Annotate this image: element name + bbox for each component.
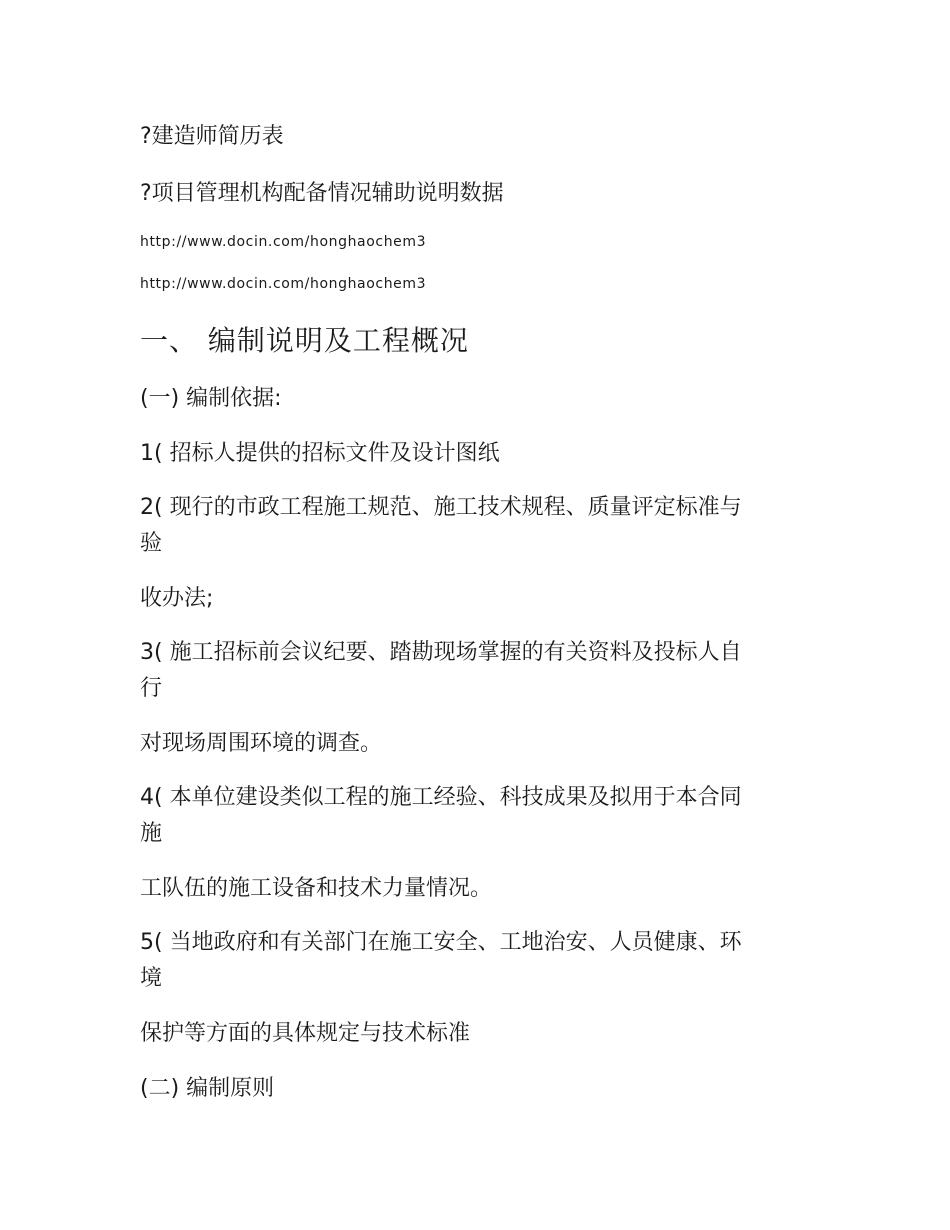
paragraph-line: 行: [140, 676, 163, 701]
list-item-management-data: ?项目管理机构配备情况辅助说明数据: [140, 181, 504, 206]
paragraph-line: 收办法;: [140, 586, 214, 611]
paragraph-line: 5( 当地政府和有关部门在施工安全、工地治安、人员健康、环: [140, 930, 742, 955]
paragraph-line: 境: [140, 966, 163, 991]
paragraph-line: 对现场周围环境的调查。: [140, 731, 383, 756]
source-url: http://www.docin.com/honghaochem3: [140, 234, 427, 250]
paragraph-line: 4( 本单位建设类似工程的施工经验、科技成果及拟用于本合同: [140, 785, 742, 810]
source-url: http://www.docin.com/honghaochem3: [140, 276, 427, 292]
list-item-resume-table: ?建造师简历表: [140, 124, 284, 149]
section-heading: 一、 编制说明及工程概况: [140, 324, 469, 357]
subsection-heading: (二) 编制原则: [140, 1076, 275, 1101]
subsection-heading: (一) 编制依据:: [140, 386, 282, 411]
paragraph-line: 3( 施工招标前会议纪要、踏勘现场掌握的有关资料及投标人自: [140, 640, 742, 665]
paragraph-line: 1( 招标人提供的招标文件及设计图纸: [140, 441, 500, 466]
paragraph-line: 验: [140, 531, 163, 556]
paragraph-line: 2( 现行的市政工程施工规范、施工技术规程、质量评定标准与: [140, 495, 742, 520]
paragraph-line: 保护等方面的具体规定与技术标准: [140, 1021, 471, 1046]
paragraph-line: 施: [140, 821, 163, 846]
paragraph-line: 工队伍的施工设备和技术力量情况。: [140, 876, 493, 901]
